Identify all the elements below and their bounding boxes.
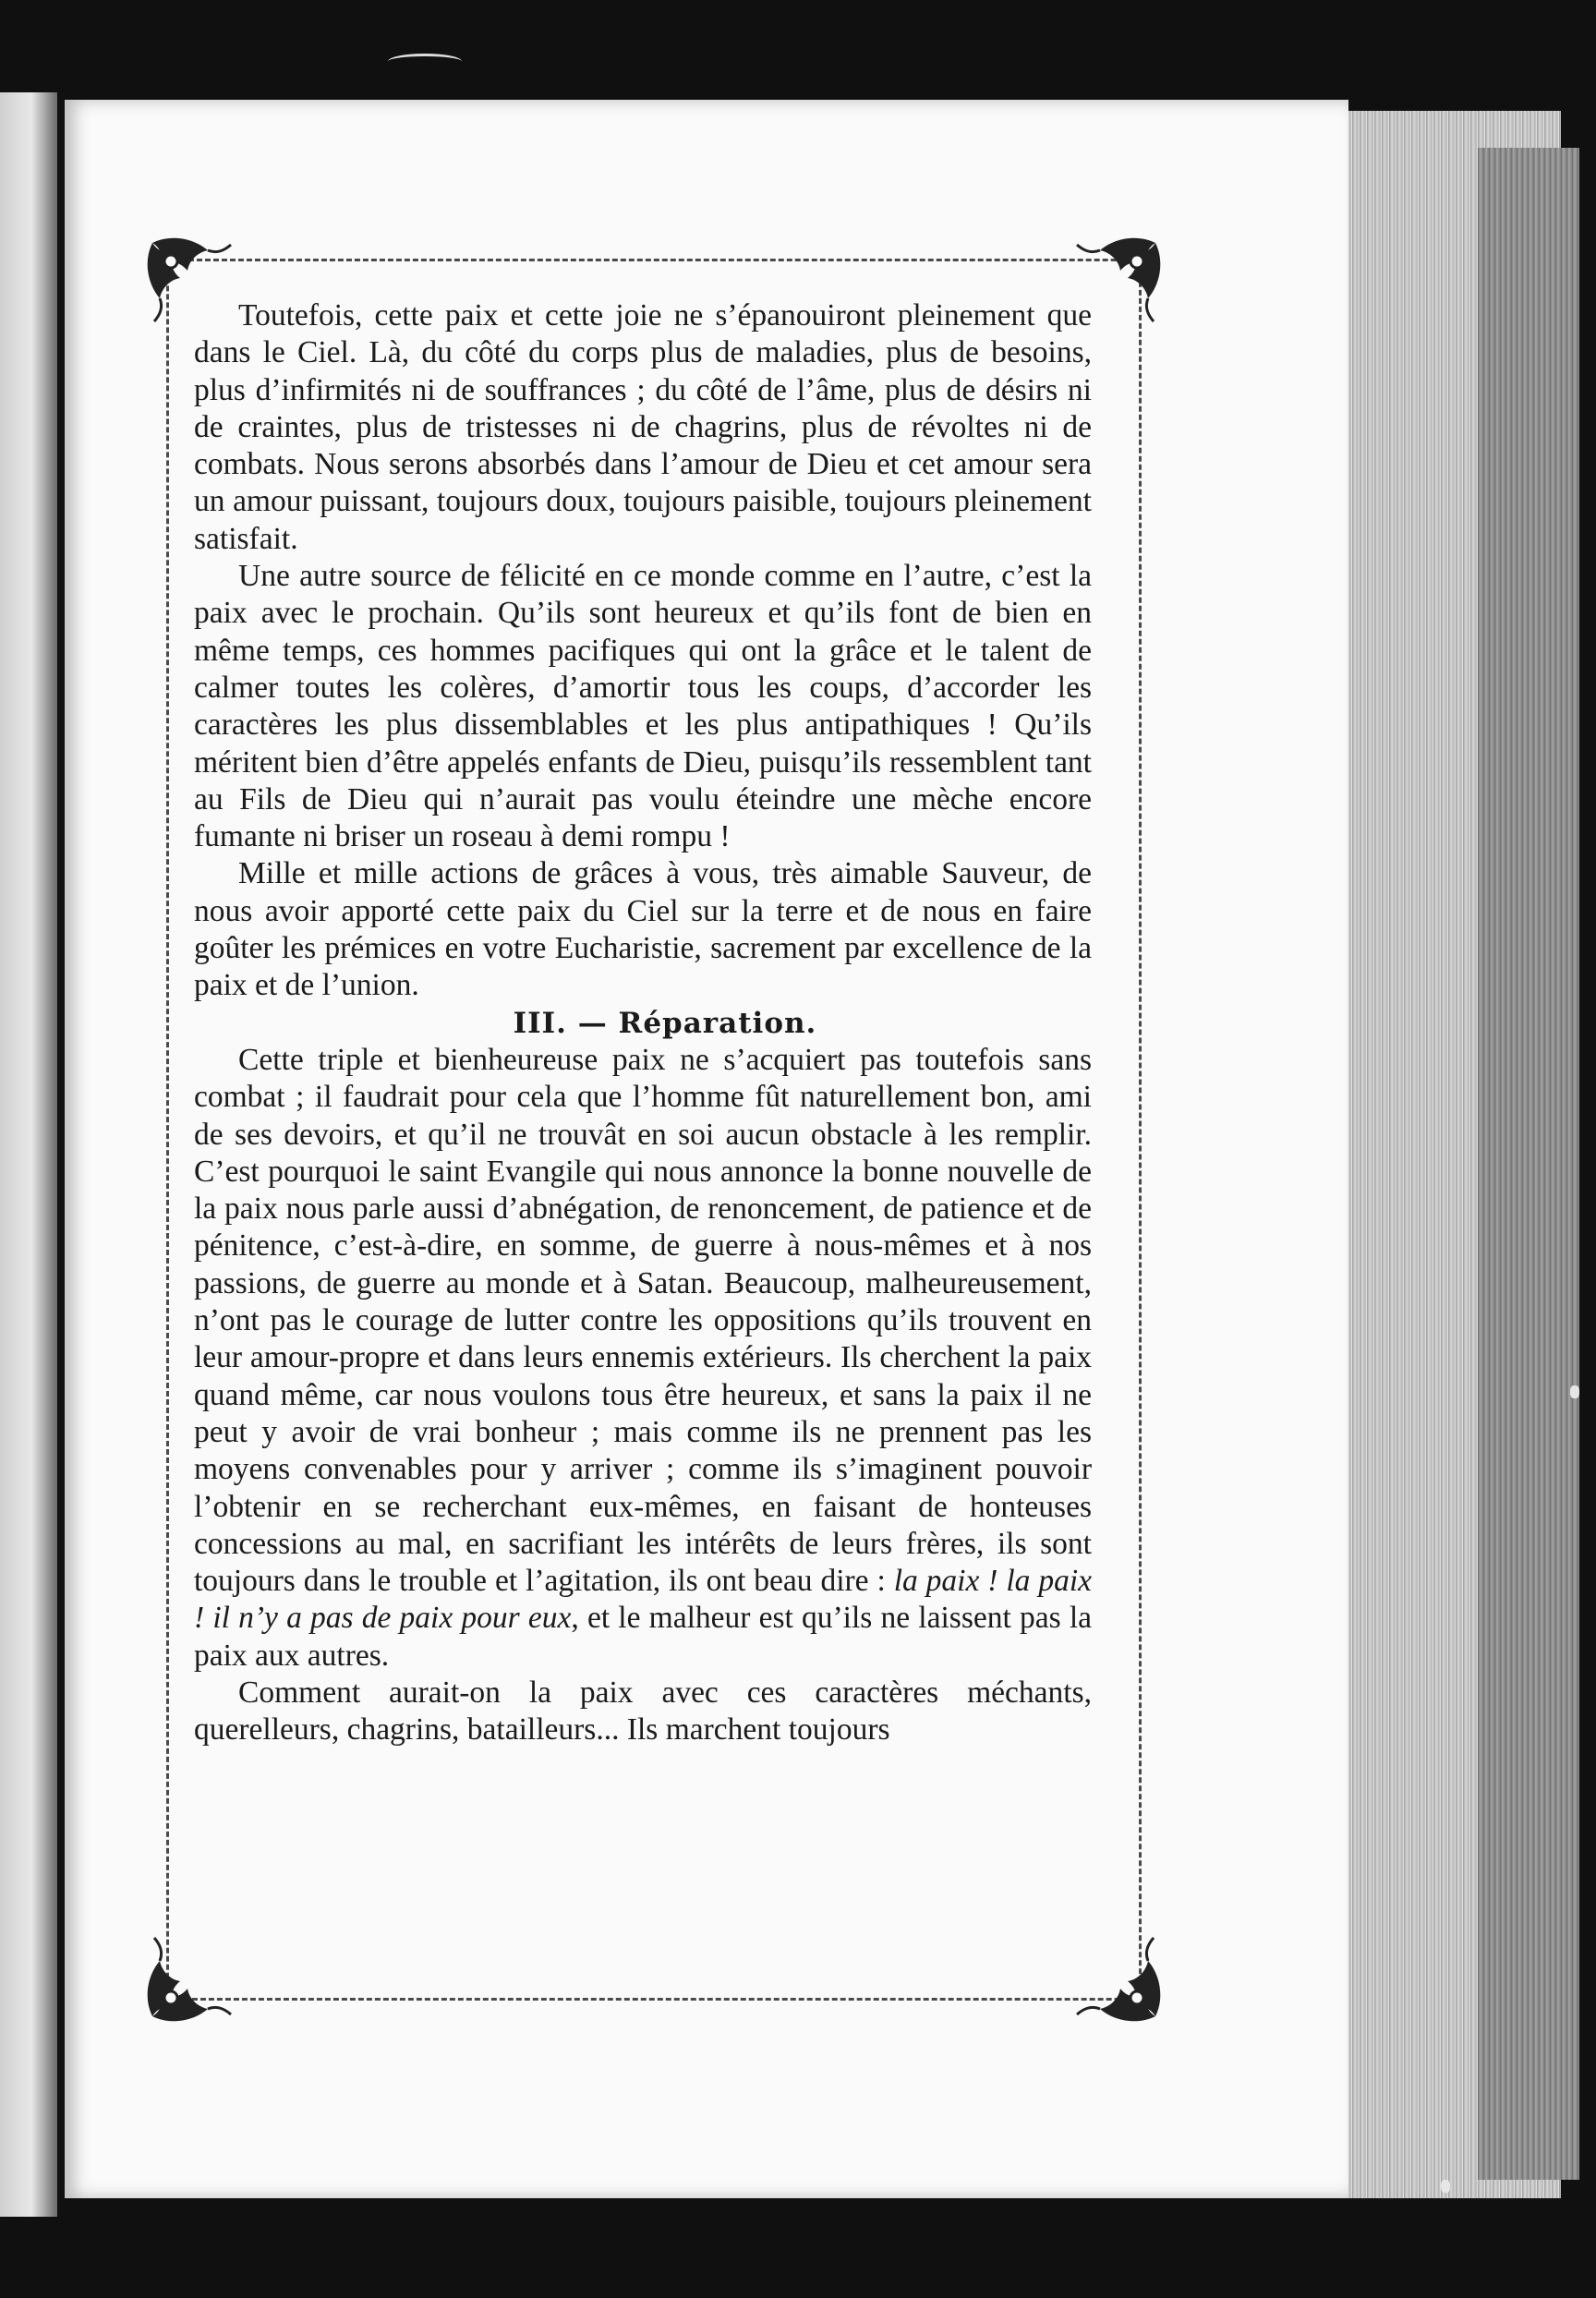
- smudge-mark: [388, 54, 462, 69]
- paragraph: Toutefois, cette paix et cette joie ne s’épanouiront pleinement que dans le Ciel. Là, du côté du corps plus de maladies, plus de besoins, plus d’infirmités ni de souffrances ; du côté de l’âme, plus de désirs ni de craintes, plus de tristesses ni de chagrins, plus de révoltes ni de combats. Nous serons absorbés dans l’amour de Dieu et cet amour sera un amour puissant, toujours doux, toujours paisible, toujours pleinement satisfait.: [194, 298, 1092, 556]
- section-heading: III. — Réparation.: [513, 1006, 817, 1040]
- paragraph: Mille et mille actions de grâces à vous, très aimable Sauveur, de nous avoir apporté cette paix du Ciel sur la terre et de nous en faire goûter les prémices en votre Eucharistie, sacrement par excellence de la paix et de l’union.: [194, 856, 1092, 1003]
- paragraph-text: Cette triple et bienheureuse paix ne s’acquiert pas toutefois sans combat ; il faudrait pour cela que l’homme fût naturellement bon, ami de ses devoirs, et qu’il ne trouvât en soi aucun obstacle à les remplir. C’est pourquoi le saint Evangile qui nous annonce la bonne nouvelle de la paix nous parle aussi d’abnégation, de renoncement, de patience et de pénitence, c’est-à-dire, en somme, de guerre à nous-mêmes et à nos passions, de guerre au monde et à Satan. Beaucoup, malheureusement, n’ont pas le courage de lutter contre les oppositions qu’ils trouvent en leur amour-propre et dans leurs ennemis extérieurs. Ils cherchent la paix quand même, car nous voulons tous être heureux, et sans la paix il ne peut y avoir de vrai bonheur ; mais comme ils ne prennent pas les moyens convenables pour y arriver ; comme ils s’imaginent pouvoir l’obtenir en se recherchant eux-mêmes, en faisant de honteuses concessions au mal, en sacrifiant les intérêts de leurs frères, ils sont toujours dans le trouble et l’agitation, ils ont beau dire :: [194, 1042, 1092, 1599]
- italic-quote: la paix ! la paix ! il n’y a pas de paix pour eux: [194, 1564, 1092, 1636]
- page-stack-shadow: [1478, 148, 1579, 2180]
- left-page-edge: [0, 92, 57, 2217]
- paragraph-text: , et le malheur est qu’ils ne laissent pas la paix aux autres.: [194, 1601, 1092, 1673]
- dust-speck: [1441, 2180, 1450, 2193]
- paragraph: Comment aurait-on la paix avec ces caractères méchants, querelleurs, chagrins, batailleurs... Ils marchent toujours: [194, 1675, 1092, 1748]
- page-text: [194, 297, 1092, 1749]
- corner-ornament-icon: [143, 1933, 236, 2026]
- paragraph: Une autre source de félicité en ce monde comme en l’autre, c’est la paix avec le prochain. Qu’ils sont heureux et qu’ils font de bien en même temps, ces hommes pacifiques qui ont la grâce et le talent de calmer toutes les colères, d’amortir tous les coups, d’accorder les caractères les plus dissemblables et les plus antipathiques ! Qu’ils méritent bien d’être appelés enfants de Dieu, puisqu’ils ressemblent tant au Fils de Dieu qui n’aurait pas voulu éteindre une mèche encore fumante ni briser un roseau à demi rompu !: [194, 559, 1092, 854]
- paragraph: [194, 1042, 1092, 1675]
- dust-speck: [1570, 1385, 1579, 1398]
- corner-ornament-icon: [1072, 1933, 1165, 2026]
